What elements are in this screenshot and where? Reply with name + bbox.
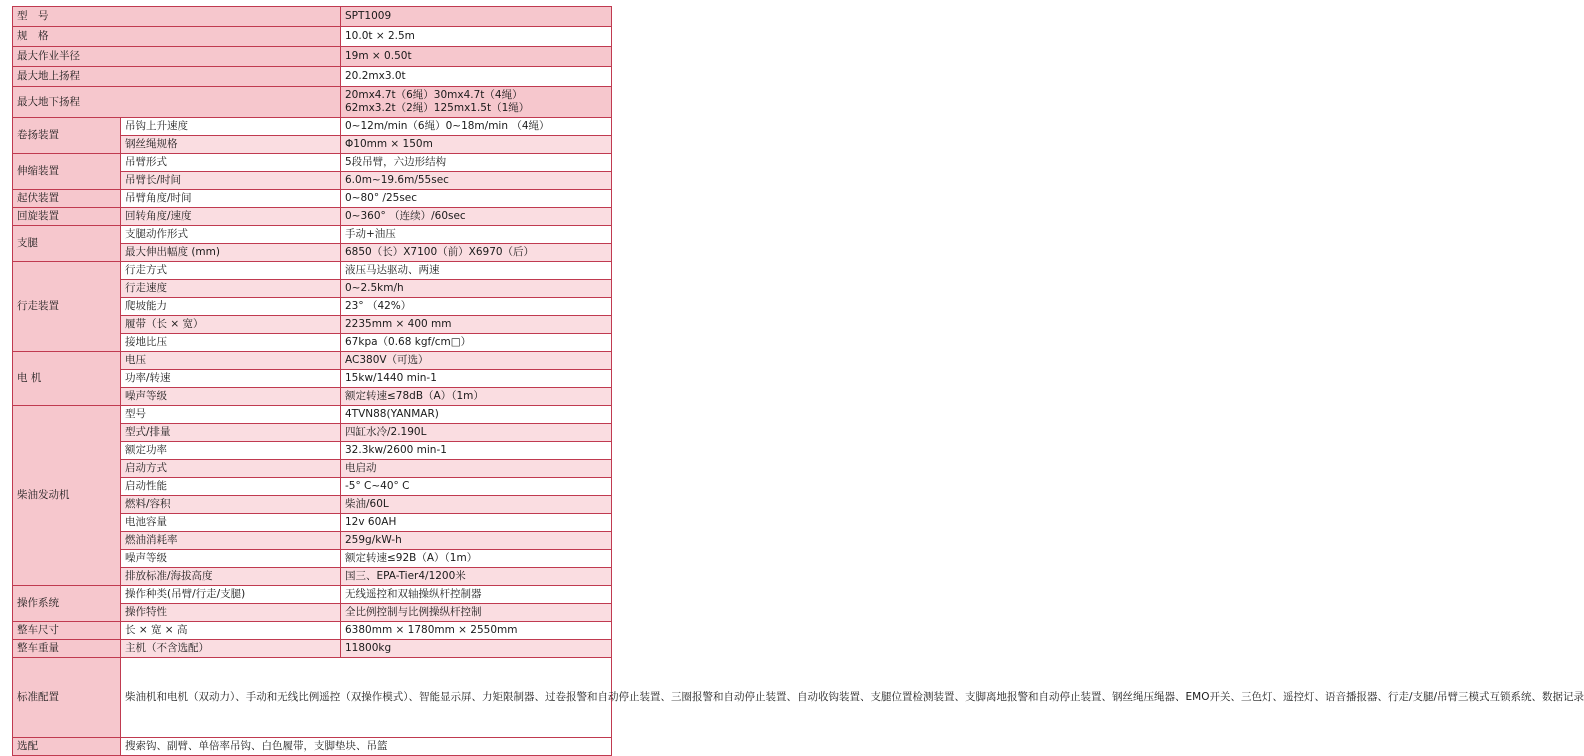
value-cell: 柴油/60L — [341, 496, 612, 514]
value-cell: 10.0t × 2.5m — [341, 27, 612, 47]
param-cell: 型号 — [121, 406, 341, 424]
spec-row — [13, 622, 612, 640]
category-cell: 规 格 — [13, 27, 341, 47]
value-cell — [341, 87, 612, 118]
param-cell: 吊臂角度/时间 — [121, 190, 341, 208]
value-cell: 0~2.5km/h — [341, 280, 612, 298]
spec-row — [13, 738, 612, 756]
value-cell: 手动+油压 — [341, 226, 612, 244]
category-cell: 柴油发动机 — [13, 406, 121, 586]
value-cell: 额定转速≤78dB（A）（1m） — [341, 388, 612, 406]
spec-row — [13, 47, 612, 67]
value-cell: 20.2mx3.0t — [341, 67, 612, 87]
param-cell: 吊臂长/时间 — [121, 172, 341, 190]
value-cell: 4TVN88(YANMAR) — [341, 406, 612, 424]
category-cell: 回旋装置 — [13, 208, 121, 226]
spec-row — [13, 87, 612, 118]
param-cell: 电池容量 — [121, 514, 341, 532]
param-cell: 吊钩上升速度 — [121, 118, 341, 136]
param-cell: 吊臂形式 — [121, 154, 341, 172]
category-cell: 支腿 — [13, 226, 121, 262]
param-cell: 操作种类(吊臂/行走/支腿) — [121, 586, 341, 604]
spec-row — [13, 27, 612, 47]
spec-row — [13, 67, 612, 87]
value-cell: AC380V（可选） — [341, 352, 612, 370]
category-cell: 最大作业半径 — [13, 47, 341, 67]
value-line: 62mx3.2t（2绳）125mx1.5t（1绳） — [345, 102, 530, 114]
value-cell: 全比例控制与比例操纵杆控制 — [341, 604, 612, 622]
value-cell: 5段吊臂，六边形结构 — [341, 154, 612, 172]
param-cell: 爬坡能力 — [121, 298, 341, 316]
value-line: 20mx4.7t（6绳）30mx4.7t（4绳） — [345, 89, 523, 101]
param-cell: 额定功率 — [121, 442, 341, 460]
category-cell: 行走装置 — [13, 262, 121, 352]
value-cell: 额定转速≤92B（A）（1m） — [341, 550, 612, 568]
spec-row — [13, 406, 612, 424]
param-cell: 接地比压 — [121, 334, 341, 352]
param-cell: 行走速度 — [121, 280, 341, 298]
spec-row — [13, 226, 612, 244]
param-cell: 钢丝绳规格 — [121, 136, 341, 154]
category-cell: 整车尺寸 — [13, 622, 121, 640]
category-cell: 最大地上扬程 — [13, 67, 341, 87]
spec-row — [13, 262, 612, 280]
category-cell: 卷扬装置 — [13, 118, 121, 154]
value-cell: 0~80° /25sec — [341, 190, 612, 208]
spec-row — [13, 658, 612, 738]
param-cell: 燃料/容积 — [121, 496, 341, 514]
value-cell: -5° C~40° C — [341, 478, 612, 496]
spec-row — [13, 118, 612, 136]
value-cell: 无线遥控和双轴操纵杆控制器 — [341, 586, 612, 604]
value-cell: 液压马达驱动、两速 — [341, 262, 612, 280]
value-cell: 15kw/1440 min-1 — [341, 370, 612, 388]
category-cell: 整车重量 — [13, 640, 121, 658]
value-cell: 四缸水冷/2.190L — [341, 424, 612, 442]
spec-row — [13, 586, 612, 604]
param-cell: 行走方式 — [121, 262, 341, 280]
param-cell: 排放标准/海拔高度 — [121, 568, 341, 586]
category-cell: 伸缩装置 — [13, 154, 121, 190]
value-cell: 12v 60AH — [341, 514, 612, 532]
value-cell: 0~12m/min（6绳）0~18m/min （4绳） — [341, 118, 612, 136]
param-cell: 型式/排量 — [121, 424, 341, 442]
value-cell: 柴油机和电机（双动力）、手动和无线比例遥控（双操作模式）、智能显示屏、力矩限制器、过卷报警和自动停止装置、三圈报警和自动停止装置、自动收钩装置、支腿位置检测装置、支脚离地报警和自动停止装置、钢丝绳压绳器、EMO开关、三色灯、遥控灯、语音播报器、行走/支腿/吊臂三模式互锁系统、数据记录 — [121, 658, 612, 738]
spec-row — [13, 154, 612, 172]
param-cell: 操作特性 — [121, 604, 341, 622]
value-cell: SPT1009 — [341, 7, 612, 27]
spec-row — [13, 640, 612, 658]
value-cell: 11800kg — [341, 640, 612, 658]
param-cell: 电压 — [121, 352, 341, 370]
param-cell: 支腿动作形式 — [121, 226, 341, 244]
param-cell: 功率/转速 — [121, 370, 341, 388]
param-cell: 燃油消耗率 — [121, 532, 341, 550]
category-cell: 操作系统 — [13, 586, 121, 622]
param-cell: 启动性能 — [121, 478, 341, 496]
value-cell: 国三、EPA-Tier4/1200米 — [341, 568, 612, 586]
param-cell: 噪声等级 — [121, 550, 341, 568]
value-cell: 19m × 0.50t — [341, 47, 612, 67]
spec-row — [13, 190, 612, 208]
param-cell: 主机（不含选配） — [121, 640, 341, 658]
value-cell: 67kpa（0.68 kgf/cm□） — [341, 334, 612, 352]
value-cell: 2235mm × 400 mm — [341, 316, 612, 334]
category-cell: 型 号 — [13, 7, 341, 27]
category-cell: 起伏装置 — [13, 190, 121, 208]
param-cell: 最大伸出幅度 (mm) — [121, 244, 341, 262]
category-cell: 电 机 — [13, 352, 121, 406]
value-cell: 23° （42%） — [341, 298, 612, 316]
param-cell: 启动方式 — [121, 460, 341, 478]
param-cell: 噪声等级 — [121, 388, 341, 406]
spec-row — [13, 208, 612, 226]
value-cell: 32.3kw/2600 min-1 — [341, 442, 612, 460]
value-cell: Φ10mm × 150m — [341, 136, 612, 154]
value-cell: 6380mm × 1780mm × 2550mm — [341, 622, 612, 640]
spec-table — [12, 6, 1584, 756]
value-cell: 259g/kW-h — [341, 532, 612, 550]
param-cell: 履带（长 × 宽） — [121, 316, 341, 334]
value-cell: 6.0m~19.6m/55sec — [341, 172, 612, 190]
value-cell: 6850（长）X7100（前）X6970（后） — [341, 244, 612, 262]
category-cell: 最大地下扬程 — [13, 87, 341, 118]
param-cell: 长 × 宽 × 高 — [121, 622, 341, 640]
param-cell: 回转角度/速度 — [121, 208, 341, 226]
category-cell: 标准配置 — [13, 658, 121, 738]
value-cell: 0~360° （连续）/60sec — [341, 208, 612, 226]
spec-row — [13, 7, 612, 27]
spec-row — [13, 352, 612, 370]
value-cell: 电启动 — [341, 460, 612, 478]
value-cell: 搜索钩、副臂、单倍率吊钩、白色履带，支脚垫块、吊篮 — [121, 738, 612, 756]
category-cell: 选配 — [13, 738, 121, 756]
